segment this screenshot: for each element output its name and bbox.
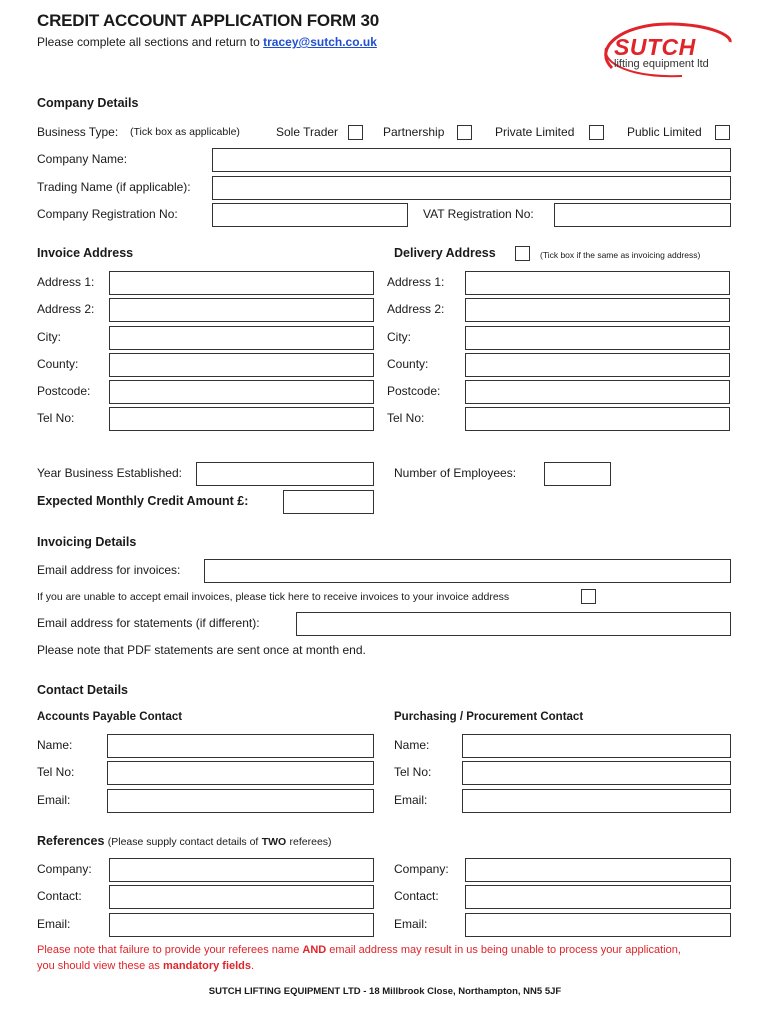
no-email-note: If you are unable to accept email invoices, please tick here to receive invoices to your invoice address (37, 591, 510, 603)
page-title: CREDIT ACCOUNT APPLICATION FORM 30 (37, 11, 380, 30)
references-hint-bold: TWO (261, 836, 287, 848)
ref1-company-label: Company: (37, 862, 92, 876)
credit-amount-label: Expected Monthly Credit Amount £: (37, 494, 249, 508)
instructions (37, 35, 377, 49)
ref1-contact-label: Contact: (37, 889, 82, 903)
ref2-company-field[interactable] (465, 858, 731, 882)
ap-email-field[interactable] (107, 789, 374, 813)
invoice-address1-field[interactable] (109, 271, 374, 295)
warning-part3: you should view these as (37, 960, 160, 972)
public-limited-checkbox[interactable] (715, 125, 730, 140)
delivery-postcode-label: Postcode: (387, 384, 441, 398)
invoice-tel-field[interactable] (109, 407, 374, 431)
email-invoices-field[interactable] (204, 559, 731, 583)
references-hint-pre: (Please supply contact details of (107, 836, 259, 848)
warning-part2: email address may result in us being unable to process your application, (329, 944, 681, 956)
credit-amount-field[interactable] (283, 490, 374, 514)
invoice-postcode-label: Postcode: (37, 384, 91, 398)
company-name-label: Company Name: (37, 152, 128, 166)
ref1-company-field[interactable] (109, 858, 374, 882)
delivery-address-hint: (Tick box if the same as invoicing address) (540, 250, 701, 260)
invoice-postcode-field[interactable] (109, 380, 374, 404)
ref1-email-label: Email: (37, 917, 71, 931)
email-statements-field[interactable] (296, 612, 731, 636)
contact-details-heading: Contact Details (37, 683, 128, 697)
registration-no-field[interactable] (212, 203, 408, 227)
employees-label: Number of Employees: (394, 466, 517, 480)
business-type-label: Business Type: (37, 125, 119, 139)
ref2-company-label: Company: (394, 862, 449, 876)
ref1-contact-field[interactable] (109, 885, 374, 909)
references-heading-row (37, 834, 332, 848)
invoice-county-label: County: (37, 357, 79, 371)
delivery-postcode-field[interactable] (465, 380, 730, 404)
warning-part1: Please note that failure to provide your referees name (37, 944, 300, 956)
email-statements-label: Email address for statements (if different): (37, 616, 260, 630)
trading-name-field[interactable] (212, 176, 731, 200)
company-name-field[interactable] (212, 148, 731, 172)
registration-no-label: Company Registration No: (37, 207, 178, 221)
references-hint-post: referees) (289, 836, 332, 848)
year-established-field[interactable] (196, 462, 374, 486)
warning-end: . (251, 960, 255, 972)
delivery-address-heading: Delivery Address (394, 246, 496, 260)
delivery-tel-label: Tel No: (387, 411, 425, 425)
invoice-address-heading: Invoice Address (37, 246, 134, 260)
logo-tagline: lifting equipment ltd (614, 58, 709, 70)
delivery-tel-field[interactable] (465, 407, 730, 431)
purchasing-email-field[interactable] (462, 789, 731, 813)
delivery-county-field[interactable] (465, 353, 730, 377)
delivery-city-field[interactable] (465, 326, 730, 350)
invoice-address1-label: Address 1: (37, 275, 95, 289)
warning-line-2 (37, 960, 254, 972)
delivery-address2-field[interactable] (465, 298, 730, 322)
instructions-text: Please complete all sections and return to (37, 35, 260, 49)
pdf-statements-note: Please note that PDF statements are sent once at month end. (37, 643, 366, 657)
return-email-link[interactable]: tracey@sutch.co.uk (263, 35, 377, 49)
purchasing-tel-field[interactable] (462, 761, 731, 785)
delivery-address1-field[interactable] (465, 271, 730, 295)
warning-and: AND (302, 944, 327, 956)
invoice-city-label: City: (37, 330, 61, 344)
ref2-contact-field[interactable] (465, 885, 731, 909)
ref2-email-label: Email: (394, 917, 428, 931)
warning-mandatory: mandatory fields (162, 960, 252, 972)
invoice-county-field[interactable] (109, 353, 374, 377)
vat-no-field[interactable] (554, 203, 731, 227)
logo-name: SUTCH (614, 34, 696, 60)
ref2-email-field[interactable] (465, 913, 731, 937)
delivery-address1-label: Address 1: (387, 275, 445, 289)
warning-line-1 (37, 944, 681, 956)
invoicing-heading: Invoicing Details (37, 535, 137, 549)
references-heading: References (37, 834, 105, 848)
invoice-address2-label: Address 2: (37, 302, 95, 316)
company-details-heading: Company Details (37, 96, 139, 110)
option-private-limited-label: Private Limited (495, 125, 575, 139)
sole-trader-checkbox[interactable] (348, 125, 363, 140)
ref2-contact-label: Contact: (394, 889, 439, 903)
ap-tel-label: Tel No: (37, 765, 75, 779)
business-type-hint: (Tick box as applicable) (130, 126, 240, 138)
ref1-email-field[interactable] (109, 913, 374, 937)
trading-name-label: Trading Name (if applicable): (37, 180, 191, 194)
footer-address: SUTCH LIFTING EQUIPMENT LTD - 18 Millbrook Close, Northampton, NN5 5JF (208, 986, 562, 997)
ap-name-label: Name: (37, 738, 73, 752)
vat-no-label: VAT Registration No: (423, 207, 534, 221)
delivery-city-label: City: (387, 330, 411, 344)
purchasing-name-field[interactable] (462, 734, 731, 758)
invoice-address2-field[interactable] (109, 298, 374, 322)
purchasing-name-label: Name: (394, 738, 430, 752)
company-logo (592, 18, 742, 84)
accounts-payable-heading: Accounts Payable Contact (37, 711, 183, 723)
postal-invoices-checkbox[interactable] (581, 589, 596, 604)
ap-email-label: Email: (37, 793, 71, 807)
purchasing-tel-label: Tel No: (394, 765, 432, 779)
ap-name-field[interactable] (107, 734, 374, 758)
ap-tel-field[interactable] (107, 761, 374, 785)
purchasing-heading: Purchasing / Procurement Contact (394, 711, 584, 723)
invoice-city-field[interactable] (109, 326, 374, 350)
option-sole-trader-label: Sole Trader (276, 125, 339, 139)
option-partnership-label: Partnership (383, 125, 445, 139)
delivery-county-label: County: (387, 357, 429, 371)
option-public-limited-label: Public Limited (627, 125, 702, 139)
year-established-label: Year Business Established: (37, 466, 182, 480)
email-invoices-label: Email address for invoices: (37, 563, 181, 577)
private-limited-checkbox[interactable] (589, 125, 604, 140)
same-as-invoice-checkbox[interactable] (515, 246, 530, 261)
partnership-checkbox[interactable] (457, 125, 472, 140)
employees-field[interactable] (544, 462, 611, 486)
purchasing-email-label: Email: (394, 793, 428, 807)
delivery-address2-label: Address 2: (387, 302, 445, 316)
invoice-tel-label: Tel No: (37, 411, 75, 425)
